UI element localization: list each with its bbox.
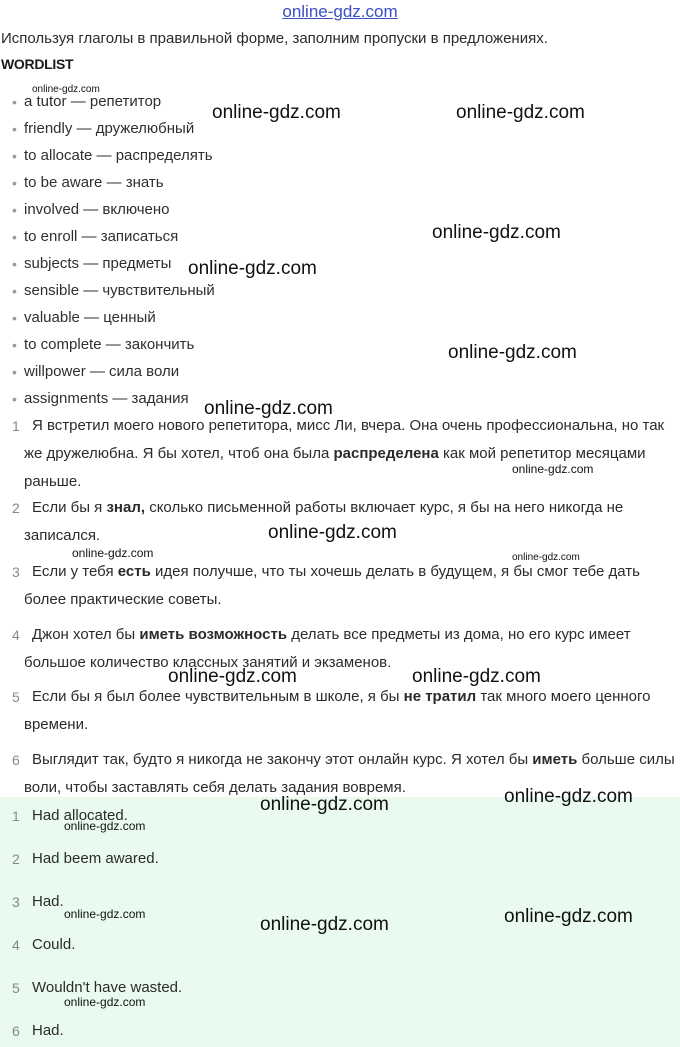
answer-text: Wouldn't have wasted. <box>32 979 183 996</box>
wordlist-item <box>12 172 215 199</box>
watermark: online-gdz.com <box>412 666 541 687</box>
wordlist-item-text: to allocate — распределять <box>24 147 213 164</box>
watermark: online-gdz.com <box>72 546 154 560</box>
sentence-item <box>0 558 680 614</box>
wordlist-item <box>12 91 215 118</box>
watermark: online-gdz.com <box>456 102 585 123</box>
sentence-text: Если бы я знал, сколько письменной работы включает курс, я бы на него никогда не записался. <box>24 499 624 544</box>
answer-number: 2 <box>12 851 20 867</box>
sentence-item <box>0 683 680 739</box>
wordlist-item <box>12 388 215 415</box>
answer-text: Could. <box>32 936 76 953</box>
sentence-item <box>0 412 680 496</box>
sentence-text: Я встретил моего нового репетитора, мисс Ли, вчера. Она очень профессиональна, но так же дружелюбна. Я бы хотел, чтоб она была распределена как мой репетитор месяцами раньше. <box>24 417 665 490</box>
sentence-number: 6 <box>12 752 20 768</box>
wordlist-item <box>12 226 215 253</box>
sentence-number: 3 <box>12 564 20 580</box>
watermark: online-gdz.com <box>204 398 333 419</box>
bullet-icon: • <box>12 94 17 110</box>
sentence-text: Если у тебя есть идея получше, что ты хочешь делать в будущем, я бы смог тебе дать более практические советы. <box>24 563 640 608</box>
watermark: online-gdz.com <box>448 342 577 363</box>
watermark: online-gdz.com <box>268 522 397 543</box>
watermark: online-gdz.com <box>64 907 146 921</box>
bullet-icon: • <box>12 121 17 137</box>
sentence-number: 1 <box>12 418 20 434</box>
answer-number: 4 <box>12 937 20 953</box>
watermark: online-gdz.com <box>260 794 389 815</box>
bullet-icon: • <box>12 391 17 407</box>
wordlist-item <box>12 307 215 334</box>
sentence-item <box>0 621 680 677</box>
wordlist-item-text: sensible — чувствительный <box>24 282 215 299</box>
wordlist-item-text: subjects — предметы <box>24 255 172 272</box>
wordlist-title: WORDLIST <box>1 56 74 72</box>
answer-text: Had. <box>32 1022 64 1039</box>
watermark: online-gdz.com <box>512 552 580 563</box>
answer-number: 5 <box>12 980 20 996</box>
bullet-icon: • <box>12 148 17 164</box>
sentence-number: 2 <box>12 500 20 516</box>
sentence-number: 4 <box>12 627 20 643</box>
wordlist-item <box>12 118 215 145</box>
answer-number: 6 <box>12 1023 20 1039</box>
watermark: online-gdz.com <box>188 258 317 279</box>
wordlist-item-text: to be aware — знать <box>24 174 164 191</box>
wordlist-item <box>12 361 215 388</box>
wordlist-item <box>12 280 215 307</box>
watermark: online-gdz.com <box>212 102 341 123</box>
answer-text: Had. <box>32 893 64 910</box>
sentence-text: Выглядит так, будто я никогда не закончу этот онлайн курс. Я хотел бы иметь больше силы воли, чтобы заставлять себя делать задания вовремя. <box>24 751 675 796</box>
wordlist-item <box>12 253 215 280</box>
watermark: online-gdz.com <box>432 222 561 243</box>
bullet-icon: • <box>12 229 17 245</box>
wordlist-item-text: assignments — задания <box>24 390 189 407</box>
bullet-icon: • <box>12 256 17 272</box>
watermark: online-gdz.com <box>64 995 146 1009</box>
bullet-icon: • <box>12 283 17 299</box>
wordlist-item-text: to enroll — записаться <box>24 228 179 245</box>
wordlist-item-text: to complete — закончить <box>24 336 195 353</box>
bullet-icon: • <box>12 175 17 191</box>
bullet-icon: • <box>12 337 17 353</box>
wordlist-item-text: involved — включено <box>24 201 170 218</box>
watermark: online-gdz.com <box>64 819 146 833</box>
watermark: online-gdz.com <box>512 462 594 476</box>
watermark: online-gdz.com <box>504 786 633 807</box>
watermark: online-gdz.com <box>504 906 633 927</box>
sentence-text: Джон хотел бы иметь возможность делать все предметы из дома, но его курс имеет большое количество классных занятий и экзаменов. <box>24 626 631 671</box>
site-link[interactable]: online-gdz.com <box>282 2 398 21</box>
sentence-text: Если бы я был более чувствительным в школе, я бы не тратил так много моего ценного времени. <box>24 688 651 733</box>
wordlist-item <box>12 145 215 172</box>
answer-number: 1 <box>12 808 20 824</box>
answer-text: Had beem awared. <box>32 850 159 867</box>
watermark: online-gdz.com <box>260 914 389 935</box>
wordlist-item <box>12 334 215 361</box>
bullet-icon: • <box>12 310 17 326</box>
intro-text: Используя глаголы в правильной форме, заполним пропуски в предложениях. <box>1 30 548 47</box>
watermark: online-gdz.com <box>32 84 100 95</box>
answer-number: 3 <box>12 894 20 910</box>
wordlist-item-text: a tutor — репетитор <box>24 93 162 110</box>
watermark: online-gdz.com <box>168 666 297 687</box>
wordlist-item <box>12 199 215 226</box>
bullet-icon: • <box>12 202 17 218</box>
bullet-icon: • <box>12 364 17 380</box>
sentence-number: 5 <box>12 689 20 705</box>
wordlist <box>12 91 215 415</box>
wordlist-item-text: willpower — сила воли <box>24 363 180 380</box>
wordlist-item-text: friendly — дружелюбный <box>24 120 195 137</box>
wordlist-item-text: valuable — ценный <box>24 309 156 326</box>
answer-text: Had allocated. <box>32 807 128 824</box>
